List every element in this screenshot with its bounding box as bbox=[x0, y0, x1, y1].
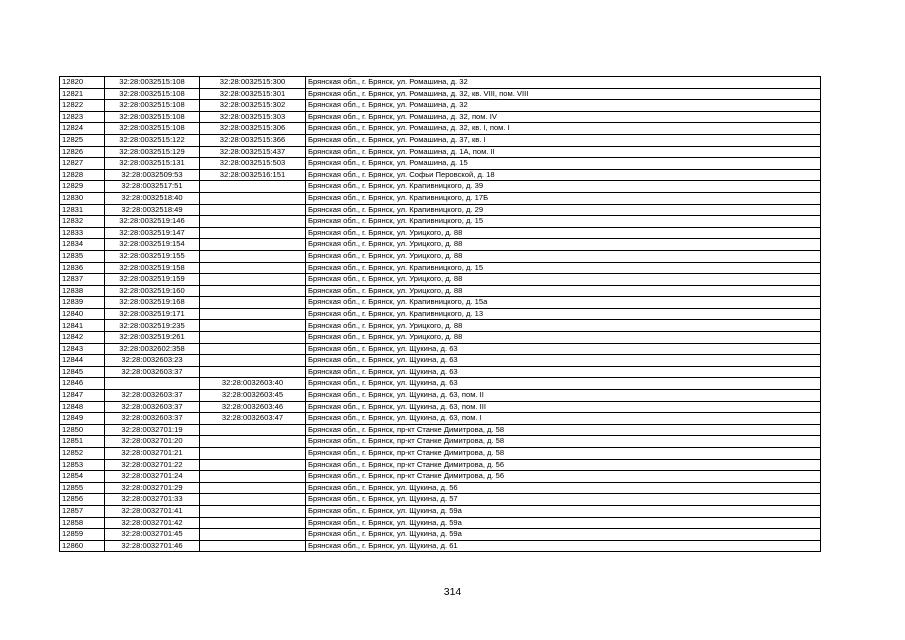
cadastral-number-cell: 32:28:0032515:129 bbox=[105, 146, 200, 158]
address-cell: Брянская обл., г. Брянск, ул. Щукина, д. 63 bbox=[306, 378, 821, 390]
cadastral-number-cell bbox=[105, 378, 200, 390]
cadastral-number-cell: 32:28:0032515:131 bbox=[105, 158, 200, 170]
building-cadastral-number-cell bbox=[200, 366, 306, 378]
address-cell: Брянская обл., г. Брянск, ул. Ромашина, д. 32, кв. I, пом. I bbox=[306, 123, 821, 135]
table-row bbox=[60, 274, 821, 286]
registry-table bbox=[59, 76, 821, 552]
building-cadastral-number-cell bbox=[200, 204, 306, 216]
row-number-cell: 12834 bbox=[60, 239, 105, 251]
table-row bbox=[60, 88, 821, 100]
building-cadastral-number-cell bbox=[200, 320, 306, 332]
cadastral-number-cell: 32:28:0032515:108 bbox=[105, 100, 200, 112]
row-number-cell: 12847 bbox=[60, 390, 105, 402]
address-cell: Брянская обл., г. Брянск, ул. Щукина, д. 56 bbox=[306, 482, 821, 494]
cadastral-number-cell: 32:28:0032701:21 bbox=[105, 448, 200, 460]
cadastral-number-cell: 32:28:0032701:33 bbox=[105, 494, 200, 506]
address-cell: Брянская обл., г. Брянск, пр-кт Станке Димитрова, д. 56 bbox=[306, 459, 821, 471]
address-cell: Брянская обл., г. Брянск, ул. Урицкого, д. 88 bbox=[306, 250, 821, 262]
address-cell: Брянская обл., г. Брянск, ул. Крапивницкого, д. 13 bbox=[306, 308, 821, 320]
row-number-cell: 12832 bbox=[60, 216, 105, 228]
row-number-cell: 12824 bbox=[60, 123, 105, 135]
cadastral-number-cell: 32:28:0032519:154 bbox=[105, 239, 200, 251]
row-number-cell: 12850 bbox=[60, 424, 105, 436]
table-row bbox=[60, 181, 821, 193]
building-cadastral-number-cell bbox=[200, 262, 306, 274]
row-number-cell: 12837 bbox=[60, 274, 105, 286]
table-row bbox=[60, 401, 821, 413]
cadastral-number-cell: 32:28:0032517:51 bbox=[105, 181, 200, 193]
row-number-cell: 12857 bbox=[60, 505, 105, 517]
row-number-cell: 12823 bbox=[60, 111, 105, 123]
cadastral-number-cell: 32:28:0032519:261 bbox=[105, 332, 200, 344]
building-cadastral-number-cell: 32:28:0032515:306 bbox=[200, 123, 306, 135]
address-cell: Брянская обл., г. Брянск, ул. Ромашина, д. 37, кв. I bbox=[306, 134, 821, 146]
row-number-cell: 12836 bbox=[60, 262, 105, 274]
cadastral-number-cell: 32:28:0032603:37 bbox=[105, 401, 200, 413]
table-row bbox=[60, 390, 821, 402]
cadastral-number-cell: 32:28:0032519:168 bbox=[105, 297, 200, 309]
cadastral-number-cell: 32:28:0032519:147 bbox=[105, 227, 200, 239]
building-cadastral-number-cell bbox=[200, 332, 306, 344]
row-number-cell: 12854 bbox=[60, 471, 105, 483]
address-cell: Брянская обл., г. Брянск, ул. Крапивницкого, д. 15 bbox=[306, 216, 821, 228]
address-cell: Брянская обл., г. Брянск, пр-кт Станке Димитрова, д. 56 bbox=[306, 471, 821, 483]
cadastral-number-cell: 32:28:0032603:37 bbox=[105, 366, 200, 378]
address-cell: Брянская обл., г. Брянск, пр-кт Станке Димитрова, д. 58 bbox=[306, 448, 821, 460]
building-cadastral-number-cell bbox=[200, 227, 306, 239]
address-cell: Брянская обл., г. Брянск, ул. Щукина, д. 63, пом. II bbox=[306, 390, 821, 402]
address-cell: Брянская обл., г. Брянск, ул. Крапивницкого, д. 15а bbox=[306, 297, 821, 309]
table-row bbox=[60, 262, 821, 274]
address-cell: Брянская обл., г. Брянск, ул. Щукина, д. 63 bbox=[306, 355, 821, 367]
address-cell: Брянская обл., г. Брянск, ул. Урицкого, д. 88 bbox=[306, 285, 821, 297]
table-row bbox=[60, 482, 821, 494]
cadastral-number-cell: 32:28:0032603:23 bbox=[105, 355, 200, 367]
cadastral-number-cell: 32:28:0032515:108 bbox=[105, 77, 200, 89]
table-row bbox=[60, 424, 821, 436]
table-row bbox=[60, 239, 821, 251]
row-number-cell: 12826 bbox=[60, 146, 105, 158]
address-cell: Брянская обл., г. Брянск, ул. Софьи Перовской, д. 18 bbox=[306, 169, 821, 181]
building-cadastral-number-cell: 32:28:0032515:437 bbox=[200, 146, 306, 158]
address-cell: Брянская обл., г. Брянск, ул. Ромашина, д. 32 bbox=[306, 77, 821, 89]
address-cell: Брянская обл., г. Брянск, ул. Щукина, д. 57 bbox=[306, 494, 821, 506]
table-row bbox=[60, 366, 821, 378]
building-cadastral-number-cell bbox=[200, 529, 306, 541]
address-cell: Брянская обл., г. Брянск, пр-кт Станке Димитрова, д. 58 bbox=[306, 424, 821, 436]
address-cell: Брянская обл., г. Брянск, ул. Щукина, д. 63 bbox=[306, 366, 821, 378]
table-row bbox=[60, 320, 821, 332]
table-row bbox=[60, 448, 821, 460]
row-number-cell: 12820 bbox=[60, 77, 105, 89]
table-row bbox=[60, 332, 821, 344]
cadastral-number-cell: 32:28:0032519:158 bbox=[105, 262, 200, 274]
table-row bbox=[60, 158, 821, 170]
building-cadastral-number-cell bbox=[200, 355, 306, 367]
row-number-cell: 12846 bbox=[60, 378, 105, 390]
row-number-cell: 12827 bbox=[60, 158, 105, 170]
table-row bbox=[60, 494, 821, 506]
cadastral-number-cell: 32:28:0032519:171 bbox=[105, 308, 200, 320]
row-number-cell: 12821 bbox=[60, 88, 105, 100]
row-number-cell: 12849 bbox=[60, 413, 105, 425]
registry-table-body bbox=[60, 77, 821, 552]
address-cell: Брянская обл., г. Брянск, ул. Урицкого, д. 88 bbox=[306, 274, 821, 286]
cadastral-number-cell: 32:28:0032515:108 bbox=[105, 88, 200, 100]
row-number-cell: 12859 bbox=[60, 529, 105, 541]
table-row bbox=[60, 134, 821, 146]
building-cadastral-number-cell bbox=[200, 297, 306, 309]
address-cell: Брянская обл., г. Брянск, ул. Урицкого, д. 88 bbox=[306, 320, 821, 332]
table-row bbox=[60, 250, 821, 262]
page-number: 314 bbox=[443, 586, 462, 598]
building-cadastral-number-cell bbox=[200, 308, 306, 320]
building-cadastral-number-cell bbox=[200, 448, 306, 460]
cadastral-number-cell: 32:28:0032509:53 bbox=[105, 169, 200, 181]
building-cadastral-number-cell bbox=[200, 459, 306, 471]
row-number-cell: 12822 bbox=[60, 100, 105, 112]
row-number-cell: 12856 bbox=[60, 494, 105, 506]
cadastral-number-cell: 32:28:0032701:22 bbox=[105, 459, 200, 471]
building-cadastral-number-cell bbox=[200, 250, 306, 262]
table-row bbox=[60, 459, 821, 471]
building-cadastral-number-cell: 32:28:0032603:47 bbox=[200, 413, 306, 425]
table-row bbox=[60, 308, 821, 320]
address-cell: Брянская обл., г. Брянск, ул. Ромашина, д. 32, пом. IV bbox=[306, 111, 821, 123]
building-cadastral-number-cell bbox=[200, 482, 306, 494]
row-number-cell: 12860 bbox=[60, 540, 105, 552]
address-cell: Брянская обл., г. Брянск, ул. Крапивницкого, д. 17Б bbox=[306, 192, 821, 204]
row-number-cell: 12842 bbox=[60, 332, 105, 344]
table-row bbox=[60, 355, 821, 367]
table-row bbox=[60, 227, 821, 239]
row-number-cell: 12855 bbox=[60, 482, 105, 494]
building-cadastral-number-cell bbox=[200, 192, 306, 204]
row-number-cell: 12830 bbox=[60, 192, 105, 204]
table-row bbox=[60, 505, 821, 517]
cadastral-number-cell: 32:28:0032515:108 bbox=[105, 111, 200, 123]
table-row bbox=[60, 297, 821, 309]
row-number-cell: 12828 bbox=[60, 169, 105, 181]
building-cadastral-number-cell bbox=[200, 517, 306, 529]
building-cadastral-number-cell bbox=[200, 216, 306, 228]
cadastral-number-cell: 32:28:0032701:29 bbox=[105, 482, 200, 494]
address-cell: Брянская обл., г. Брянск, ул. Щукина, д. 59а bbox=[306, 529, 821, 541]
building-cadastral-number-cell bbox=[200, 239, 306, 251]
cadastral-number-cell: 32:28:0032603:37 bbox=[105, 413, 200, 425]
table-row bbox=[60, 77, 821, 89]
address-cell: Брянская обл., г. Брянск, ул. Ромашина, д. 32 bbox=[306, 100, 821, 112]
row-number-cell: 12848 bbox=[60, 401, 105, 413]
cadastral-number-cell: 32:28:0032519:159 bbox=[105, 274, 200, 286]
row-number-cell: 12833 bbox=[60, 227, 105, 239]
row-number-cell: 12838 bbox=[60, 285, 105, 297]
table-row bbox=[60, 436, 821, 448]
cadastral-number-cell: 32:28:0032515:108 bbox=[105, 123, 200, 135]
building-cadastral-number-cell bbox=[200, 274, 306, 286]
building-cadastral-number-cell: 32:28:0032603:46 bbox=[200, 401, 306, 413]
address-cell: Брянская обл., г. Брянск, пр-кт Станке Димитрова, д. 58 bbox=[306, 436, 821, 448]
address-cell: Брянская обл., г. Брянск, ул. Щукина, д. 59а bbox=[306, 517, 821, 529]
building-cadastral-number-cell: 32:28:0032515:301 bbox=[200, 88, 306, 100]
table-row bbox=[60, 146, 821, 158]
cadastral-number-cell: 32:28:0032603:37 bbox=[105, 390, 200, 402]
cadastral-number-cell: 32:28:0032701:41 bbox=[105, 505, 200, 517]
building-cadastral-number-cell: 32:28:0032515:366 bbox=[200, 134, 306, 146]
row-number-cell: 12843 bbox=[60, 343, 105, 355]
address-cell: Брянская обл., г. Брянск, ул. Щукина, д. 59а bbox=[306, 505, 821, 517]
address-cell: Брянская обл., г. Брянск, ул. Ромашина, д. 1А, пом. II bbox=[306, 146, 821, 158]
table-row bbox=[60, 540, 821, 552]
address-cell: Брянская обл., г. Брянск, ул. Ромашина, д. 32, кв. VIII, пом. VIII bbox=[306, 88, 821, 100]
building-cadastral-number-cell: 32:28:0032603:40 bbox=[200, 378, 306, 390]
cadastral-number-cell: 32:28:0032519:146 bbox=[105, 216, 200, 228]
address-cell: Брянская обл., г. Брянск, ул. Урицкого, д. 88 bbox=[306, 227, 821, 239]
table-row bbox=[60, 100, 821, 112]
building-cadastral-number-cell bbox=[200, 343, 306, 355]
cadastral-number-cell: 32:28:0032701:46 bbox=[105, 540, 200, 552]
row-number-cell: 12858 bbox=[60, 517, 105, 529]
cadastral-number-cell: 32:28:0032518:49 bbox=[105, 204, 200, 216]
table-row bbox=[60, 413, 821, 425]
building-cadastral-number-cell bbox=[200, 540, 306, 552]
table-row bbox=[60, 517, 821, 529]
address-cell: Брянская обл., г. Брянск, ул. Щукина, д. 63 bbox=[306, 343, 821, 355]
table-row bbox=[60, 204, 821, 216]
building-cadastral-number-cell bbox=[200, 436, 306, 448]
cadastral-number-cell: 32:28:0032701:20 bbox=[105, 436, 200, 448]
building-cadastral-number-cell: 32:28:0032515:300 bbox=[200, 77, 306, 89]
row-number-cell: 12844 bbox=[60, 355, 105, 367]
table-row bbox=[60, 529, 821, 541]
address-cell: Брянская обл., г. Брянск, ул. Ромашина, д. 15 bbox=[306, 158, 821, 170]
building-cadastral-number-cell: 32:28:0032515:303 bbox=[200, 111, 306, 123]
address-cell: Брянская обл., г. Брянск, ул. Крапивницкого, д. 15 bbox=[306, 262, 821, 274]
building-cadastral-number-cell bbox=[200, 285, 306, 297]
row-number-cell: 12845 bbox=[60, 366, 105, 378]
row-number-cell: 12841 bbox=[60, 320, 105, 332]
building-cadastral-number-cell: 32:28:0032515:302 bbox=[200, 100, 306, 112]
row-number-cell: 12851 bbox=[60, 436, 105, 448]
row-number-cell: 12829 bbox=[60, 181, 105, 193]
row-number-cell: 12831 bbox=[60, 204, 105, 216]
address-cell: Брянская обл., г. Брянск, ул. Щукина, д. 61 bbox=[306, 540, 821, 552]
address-cell: Брянская обл., г. Брянск, ул. Щукина, д. 63, пом. III bbox=[306, 401, 821, 413]
table-row bbox=[60, 111, 821, 123]
building-cadastral-number-cell: 32:28:0032515:503 bbox=[200, 158, 306, 170]
building-cadastral-number-cell bbox=[200, 424, 306, 436]
address-cell: Брянская обл., г. Брянск, ул. Крапивницкого, д. 39 bbox=[306, 181, 821, 193]
row-number-cell: 12853 bbox=[60, 459, 105, 471]
cadastral-number-cell: 32:28:0032701:19 bbox=[105, 424, 200, 436]
table-row bbox=[60, 192, 821, 204]
building-cadastral-number-cell: 32:28:0032603:45 bbox=[200, 390, 306, 402]
table-row bbox=[60, 216, 821, 228]
cadastral-number-cell: 32:28:0032701:24 bbox=[105, 471, 200, 483]
cadastral-number-cell: 32:28:0032701:42 bbox=[105, 517, 200, 529]
cadastral-number-cell: 32:28:0032519:160 bbox=[105, 285, 200, 297]
cadastral-number-cell: 32:28:0032519:235 bbox=[105, 320, 200, 332]
table-row bbox=[60, 169, 821, 181]
building-cadastral-number-cell bbox=[200, 471, 306, 483]
building-cadastral-number-cell: 32:28:0032516:151 bbox=[200, 169, 306, 181]
building-cadastral-number-cell bbox=[200, 181, 306, 193]
row-number-cell: 12835 bbox=[60, 250, 105, 262]
row-number-cell: 12852 bbox=[60, 448, 105, 460]
address-cell: Брянская обл., г. Брянск, ул. Урицкого, д. 88 bbox=[306, 332, 821, 344]
cadastral-number-cell: 32:28:0032519:155 bbox=[105, 250, 200, 262]
building-cadastral-number-cell bbox=[200, 494, 306, 506]
address-cell: Брянская обл., г. Брянск, ул. Щукина, д. 63, пом. I bbox=[306, 413, 821, 425]
cadastral-number-cell: 32:28:0032515:122 bbox=[105, 134, 200, 146]
table-row bbox=[60, 285, 821, 297]
table-row bbox=[60, 123, 821, 135]
cadastral-number-cell: 32:28:0032518:40 bbox=[105, 192, 200, 204]
address-cell: Брянская обл., г. Брянск, ул. Урицкого, д. 88 bbox=[306, 239, 821, 251]
row-number-cell: 12840 bbox=[60, 308, 105, 320]
table-row bbox=[60, 378, 821, 390]
cadastral-number-cell: 32:28:0032701:45 bbox=[105, 529, 200, 541]
row-number-cell: 12825 bbox=[60, 134, 105, 146]
building-cadastral-number-cell bbox=[200, 505, 306, 517]
cadastral-number-cell: 32:28:0032602:358 bbox=[105, 343, 200, 355]
table-row bbox=[60, 343, 821, 355]
table-row bbox=[60, 471, 821, 483]
row-number-cell: 12839 bbox=[60, 297, 105, 309]
address-cell: Брянская обл., г. Брянск, ул. Крапивницкого, д. 29 bbox=[306, 204, 821, 216]
